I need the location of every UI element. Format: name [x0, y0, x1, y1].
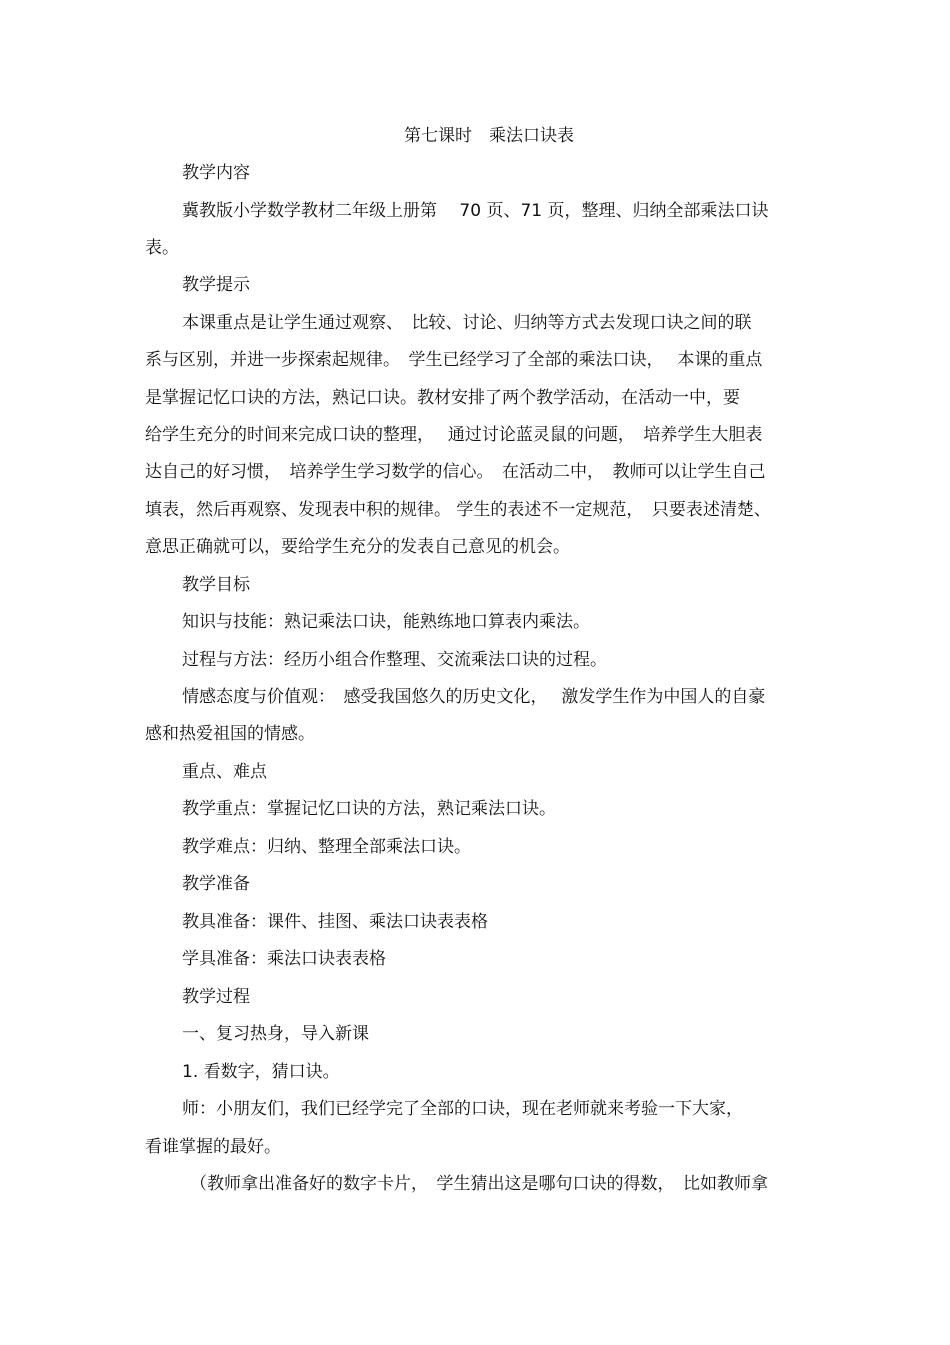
student-materials: 学具准备：乘法口诀表表格: [182, 949, 386, 969]
paragraph-line: （教师拿出准备好的数字卡片， 学生猜出这是哪句口诀的得数， 比如教师拿: [190, 1174, 768, 1194]
document-title: 第七课时 乘法口诀表: [404, 126, 574, 146]
goal-process: 过程与方法：经历小组合作整理、交流乘法口诀的过程。: [182, 650, 607, 670]
paragraph-line: 冀教版小学数学教材二年级上册第 70 页、71 页，整理、归纳全部乘法口诀: [182, 201, 769, 221]
goal-knowledge: 知识与技能：熟记乘法口诀，能熟练地口算表内乘法。: [182, 612, 590, 632]
paragraph-line: 意思正确就可以，要给学生充分的发表自己意见的机会。: [145, 537, 570, 557]
difficult-point: 教学难点：归纳、整理全部乘法口诀。: [182, 837, 471, 857]
paragraph-line: 填表，然后再观察、发现表中积的规律。 学生的表述不一定规范， 只要表述清楚、: [145, 500, 771, 520]
heading-process: 教学过程: [182, 987, 250, 1007]
goal-attitude-cont: 感和热爱祖国的情感。: [145, 724, 315, 744]
key-point: 教学重点：掌握记忆口诀的方法，熟记乘法口诀。: [182, 799, 556, 819]
paragraph-line: 给学生充分的时间来完成口诀的整理， 通过讨论蓝灵鼠的问题， 培养学生大胆表: [145, 425, 763, 445]
teacher-materials: 教具准备：课件、挂图、乘法口诀表表格: [182, 912, 488, 932]
paragraph-line: 系与区别，并进一步探索起规律。 学生已经学习了全部的乘法口诀， 本课的重点: [145, 350, 763, 370]
step-one: 1. 看数字，猜口诀。: [182, 1062, 340, 1082]
teacher-line: 师：小朋友们，我们已经学完了全部的口诀，现在老师就来考验一下大家，: [182, 1099, 743, 1119]
heading-preparation: 教学准备: [182, 874, 250, 894]
heading-goals: 教学目标: [182, 575, 250, 595]
heading-content: 教学内容: [182, 163, 250, 183]
heading-hints: 教学提示: [182, 275, 250, 295]
paragraph-line: 本课重点是让学生通过观察、 比较、讨论、归纳等方式去发现口诀之间的联: [182, 313, 752, 333]
teacher-line-cont: 看谁掌握的最好。: [145, 1137, 281, 1157]
goal-attitude: 情感态度与价值观： 感受我国悠久的历史文化， 激发学生作为中国人的自豪: [182, 687, 766, 707]
heading-key-points: 重点、难点: [182, 762, 267, 782]
paragraph-line: 达自己的好习惯， 培养学生学习数学的信心。 在活动二中， 教师可以让学生自己: [145, 462, 766, 482]
section-one-heading: 一、复习热身，导入新课: [182, 1024, 369, 1044]
paragraph-line: 是掌握记忆口诀的方法，熟记口诀。教材安排了两个教学活动，在活动一中，要: [145, 388, 740, 408]
paragraph-line: 表。: [145, 238, 179, 258]
